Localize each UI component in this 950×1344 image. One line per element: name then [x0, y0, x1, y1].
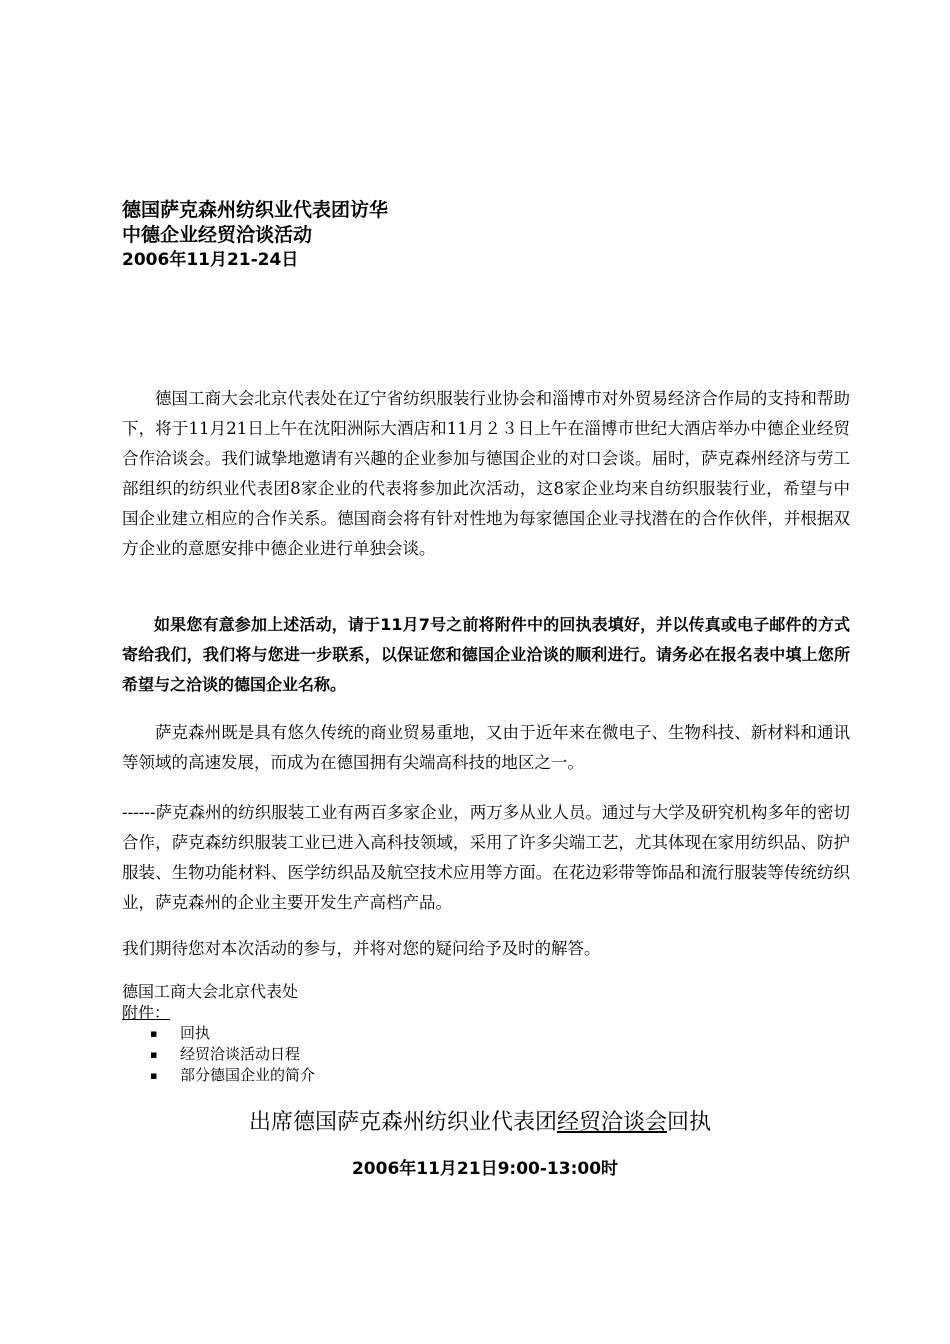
attachments-list [150, 1023, 315, 1086]
reply-title-part-1: 出席德国萨克森州纺织业代表团 [248, 1110, 557, 1135]
title-line-2: 中德企业经贸洽谈活动 [122, 224, 313, 246]
attachment-item-label: 回执 [180, 1024, 211, 1042]
title-line-1: 德国萨克森州纺织业代表团访华 [122, 199, 389, 221]
textile-paragraph: ------萨克森州的纺织服装工业有两百多家企业，两万多从业人员。通过与大学及研究机构多年的密切合作，萨克森纺织服装工业已进入高科技领域，采用了许多尖端工艺，尤其体现在家用纺织品、防护服装、生物功能材料、医学纺织品及航空技术应用等方面。在花边彩带等饰品和流行服装等传统纺织业，萨克森州的企业主要开发生产高档产品。 [122, 803, 850, 912]
attachment-item-label: 部分德国企业的简介 [180, 1066, 316, 1084]
signature: 德国工商大会北京代表处 [122, 982, 299, 1001]
closing-paragraph: 我们期待您对本次活动的参与，并将对您的疑问给予及时的解答。 [122, 939, 601, 958]
bullet-icon: ▪ [150, 1027, 158, 1040]
bullet-icon: ▪ [150, 1069, 158, 1082]
list-item [150, 1044, 315, 1065]
reply-form-date: 2006年11月21日9:00-13:00时 [351, 1159, 619, 1179]
event-date: 2006年11月21-24日 [122, 250, 299, 270]
attachments-label: 附件： [122, 1003, 171, 1022]
list-item [150, 1023, 315, 1044]
attachment-item-label: 经贸洽谈活动日程 [180, 1045, 301, 1063]
intro-paragraph: 德国工商大会北京代表处在辽宁省纺织服装行业协会和淄博市对外贸易经济合作局的支持和帮助下，将于11月21日上午在沈阳洲际大酒店和11月２３日上午在淄博市世纪大酒店举办中德企业经贸合作洽谈会。我们诚挚地邀请有兴趣的企业参加与德国企业的对口会谈。届时，萨克森州经济与劳工部组织的纺织业代表团8家企业的代表将参加此次活动，这8家企业均来自纺织服装行业，希望与中国企业建立相应的合作关系。德国商会将有针对性地为每家德国企业寻找潜在的合作伙伴，并根据双方企业的意愿安排中德企业进行单独会谈。 [122, 389, 850, 558]
reply-title-part-3: 回执 [667, 1110, 712, 1135]
saxony-paragraph: 萨克森州既是具有悠久传统的商业贸易重地，又由于近年来在微电子、生物科技、新材料和通讯等领域的高速发展，而成为在德国拥有尖端高科技的地区之一。 [122, 723, 850, 772]
reply-title-part-2: 经贸洽谈会 [556, 1110, 667, 1135]
notice-paragraph: 如果您有意参加上述活动，请于11月7号之前将附件中的回执表填好，并以传真或电子邮件的方式寄给我们，我们将与您进一步联系，以保证您和德国企业洽谈的顺利进行。请务必在报名表中填上您所希望与之洽谈的德国企业名称。 [122, 615, 850, 694]
bullet-icon: ▪ [150, 1048, 158, 1061]
document-header [122, 198, 842, 273]
reply-form-title [0, 1106, 950, 1140]
list-item [150, 1065, 315, 1086]
